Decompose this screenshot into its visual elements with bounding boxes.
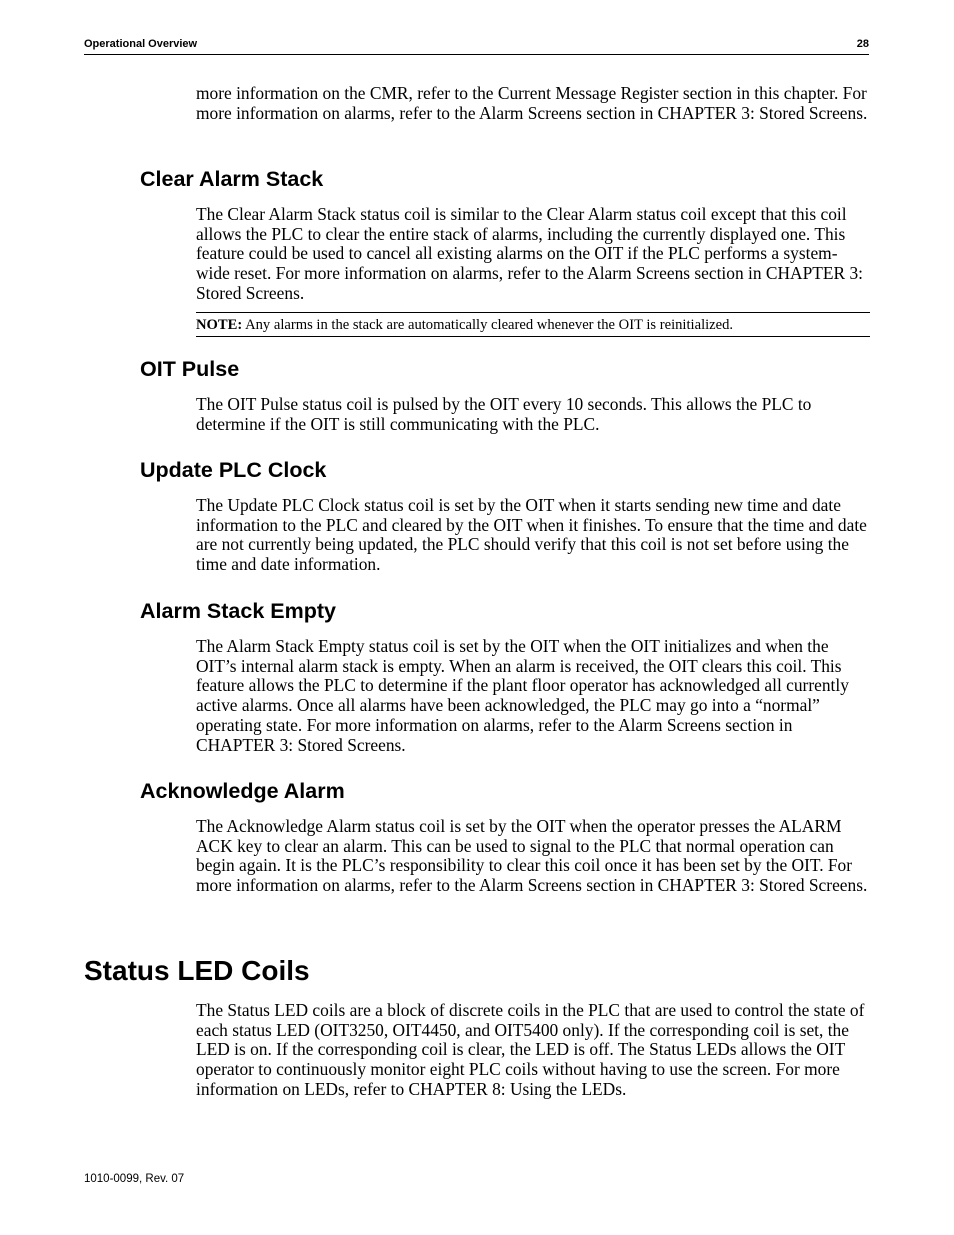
body-alarm-stack-empty: The Alarm Stack Empty status coil is set by the OIT when the OIT initializes and when the OIT’s internal alarm stack is empty. When an alarm is received, the OIT clears this coil. This feature allows the PLC to determine if the plant floor operator has acknowledged all currently active alarms. Once all alarms have been acknowledged, the PLC may go into a “normal” operating state. For more information on alarms, refer to the Alarm Screens section in CHAPTER 3: Stored Screens. — [196, 636, 849, 755]
body-update-plc-clock: The Update PLC Clock status coil is set by the OIT when it starts sending new time and date information to the PLC and cleared by the OIT when it finishes. To ensure that the time and date are not currently being updated, the PLC should verify that this coil is not set before using the time and date information. — [196, 495, 867, 575]
page-header — [84, 37, 869, 55]
note-text: Any alarms in the stack are automatically cleared whenever the OIT is reinitialized. — [245, 317, 734, 333]
heading-acknowledge-alarm: Acknowledge Alarm — [140, 779, 345, 803]
body-oit-pulse: The OIT Pulse status coil is pulsed by the OIT every 10 seconds. This allows the PLC to determine if the OIT is still communicating with the PLC. — [196, 394, 812, 434]
note-label: NOTE: — [196, 317, 243, 333]
heading-oit-pulse: OIT Pulse — [140, 357, 240, 381]
header-section-title: Operational Overview — [84, 38, 198, 50]
body-status-led-coils: The Status LED coils are a block of discrete coils in the PLC that are used to control the state of each status LED (OIT3250, OIT4450, and OIT5400 only). If the corresponding coil is set, the LED is on. If the corresponding coil is clear, the LED is off. The Status LEDs allows the OIT operator to continuously monitor eight PLC coils without having to use the screen. For more information on LEDs, refer to CHAPTER 8: Using the LEDs. — [196, 1000, 865, 1099]
footer-doc-number: 1010-0099, Rev. 07 — [84, 1173, 185, 1185]
heading-alarm-stack-empty: Alarm Stack Empty — [140, 599, 336, 623]
body-acknowledge-alarm: The Acknowledge Alarm status coil is set by the OIT when the operator presses the ALARM ACK key to clear an alarm. This can be used to signal to the PLC that normal operation can begin again. It is the PLC’s responsibility to clear this coil once it has been set by the OIT. For more information on alarms, refer to the Alarm Screens section in CHAPTER 3: Stored Screens. — [196, 816, 868, 896]
heading-clear-alarm-stack: Clear Alarm Stack — [140, 167, 324, 191]
intro-paragraph: more information on the CMR, refer to the Current Message Register section in this chapter. For more information on alarms, refer to the Alarm Screens section in CHAPTER 3: Stored Screens. — [196, 83, 868, 123]
note-box — [196, 312, 870, 337]
header-page-number: 28 — [856, 38, 869, 50]
body-clear-alarm-stack: The Clear Alarm Stack status coil is similar to the Clear Alarm status coil except that this coil allows the PLC to clear the entire stack of alarms, including the currently displayed one. This feature could be used to cancel all existing alarms on the OIT if the PLC performs a system-wide reset. For more information on alarms, refer to the Alarm Screens section in CHAPTER 3: Stored Screens. — [196, 204, 863, 303]
heading-status-led-coils: Status LED Coils — [84, 955, 310, 986]
heading-update-plc-clock: Update PLC Clock — [140, 458, 327, 482]
